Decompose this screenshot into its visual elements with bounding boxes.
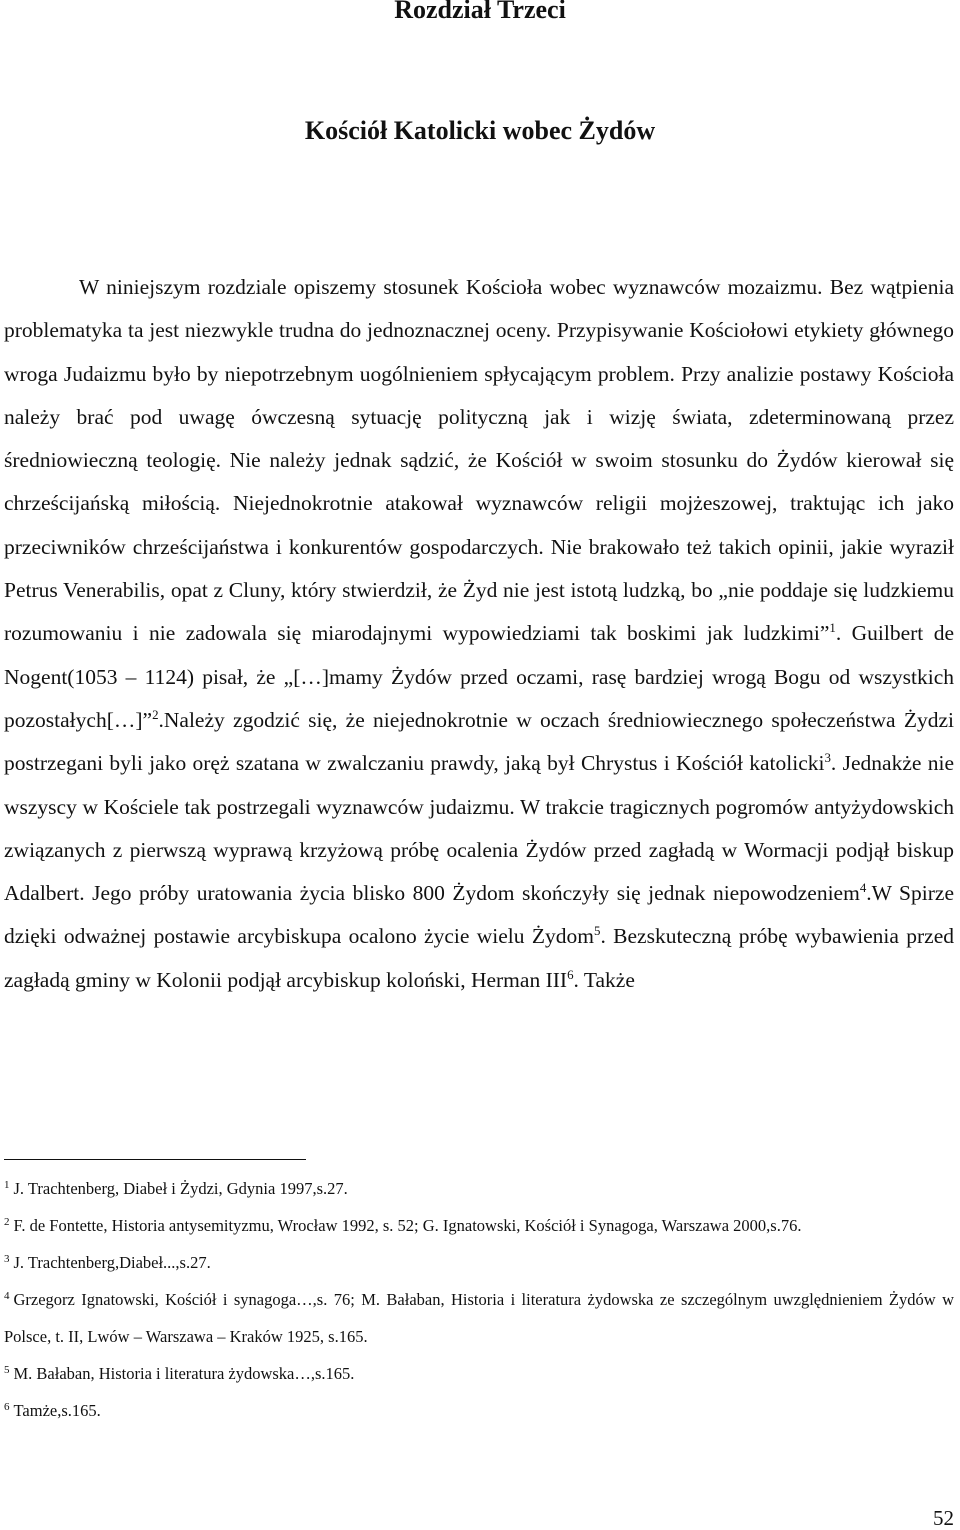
footnote-4 — [4, 1281, 954, 1355]
chapter-heading: Rozdział Trzeci — [394, 0, 566, 24]
footnote-1 — [4, 1170, 954, 1207]
footnote-ref-5[interactable]: 5 — [593, 924, 601, 939]
footnote-text: Tamże,s.165. — [13, 1401, 101, 1420]
footnote-number: 4 — [4, 1290, 10, 1302]
body-text-segment: . Także — [573, 967, 635, 992]
footnote-ref-2[interactable]: 2 — [152, 707, 159, 722]
body-text-segment: . Bezskuteczną próbę wybawienia przed zagładą gminy w Kolonii podjął arcybiskup koloński, Herman III — [4, 924, 954, 992]
section-title: Kościół Katolicki wobec Żydów — [304, 116, 656, 145]
body-text-segment: . Guilbert de Nogent(1053 – 1124) pisał, że „[…]mamy Żydów przed oczami, rasę bardziej wrogą Bogu od wszystkich pozostałych[…]” — [4, 621, 954, 732]
footnote-number: 2 — [4, 1216, 10, 1228]
footnote-2 — [4, 1207, 954, 1244]
footnote-ref-4[interactable]: 4 — [859, 881, 867, 895]
footnote-6 — [4, 1392, 954, 1429]
footnote-ref-1[interactable]: 1 — [829, 621, 836, 636]
body-text-segment: .Należy zgodzić się, że niejednokrotnie w oczach średniowiecznego społeczeństwa Żydzi postrzegani byli jako oręż szatana w zwalczaniu prawdy, jaką był Chrystus i Kościół katolicki — [4, 707, 954, 776]
footnote-5 — [4, 1355, 954, 1392]
body-paragraph — [4, 266, 954, 1002]
body-text-segment: . Jednakże nie wszyscy w Kościele tak postrzegali wyznawców judaizmu. W trakcie tragicznych pogromów antyżydowskich związanych z pierwszą wyprawą krzyżową próbę ocalenia Żydów przed zagładą w Wormacji podjął biskup Adalbert. Jego próby uratowania życia blisko 800 Żydom skończyły się jednak niepowodzeniem — [4, 751, 954, 906]
footnote-text: J. Trachtenberg,Diabeł...,s.27. — [13, 1253, 211, 1272]
footnote-number: 3 — [4, 1253, 10, 1265]
footnote-ref-3[interactable]: 3 — [824, 751, 831, 766]
footnotes-section — [4, 1170, 954, 1429]
footnote-number: 5 — [4, 1364, 10, 1376]
page-number: 52 — [933, 1506, 954, 1530]
footnote-text: Grzegorz Ignatowski, Kościół i synagoga…,s. 76; M. Bałaban, Historia i literatura żydowska ze szczególnym uwzględnieniem Żydów w Polsce, t. II, Lwów – Warszawa – Kraków 1925, s.165. — [4, 1290, 954, 1346]
body-text-segment: W niniejszym rozdziale opiszemy stosunek Kościoła wobec wyznawców mozaizmu. Bez wątpienia problematyka ta jest niezwykle trudna do jednoznacznej oceny. Przypisywanie Kościołowi etykiety głównego wroga Judaizmu było by niepotrzebnym uogólnieniem spłycającym problem. Przy analizie postawy Kościoła należy brać pod uwagę ówczesną sytuację polityczną jak i wizję świata, zdeterminowaną przez średniowieczną teologię. Nie należy jednak sądzić, że Kościół w swoim stosunku do Żydów kierował się chrześcijańską miłością. Niejednokrotnie atakował wyznawców religii mojżeszowej, traktując ich jako przeciwników chrześcijaństwa i konkurentów gospodarczych. Nie brakowało też takich opinii, jakie wyraził Petrus Venerabilis, opat z Cluny, który stwierdził, że Żyd nie jest istotą ludzką, bo „nie poddaje się ludzkiemu rozumowaniu i nie zadowala się miarodajnymi wypowiedziami tak boskimi jak ludzkimi” — [4, 275, 954, 646]
footnote-3 — [4, 1244, 954, 1281]
footnote-text: F. de Fontette, Historia antysemityzmu, Wrocław 1992, s. 52; G. Ignatowski, Kościół i Synagoga, Warszawa 2000,s.76. — [13, 1216, 802, 1235]
footnote-ref-6[interactable]: 6 — [567, 967, 574, 982]
footnote-number: 6 — [4, 1401, 10, 1413]
body-text-segment: .W Spirze dzięki odważnej postawie arcybiskupa ocalono życie wielu Żydom — [4, 881, 954, 949]
footnote-text: J. Trachtenberg, Diabeł i Żydzi, Gdynia 1997,s.27. — [13, 1179, 348, 1198]
footnote-separator — [4, 1159, 306, 1160]
footnote-number: 1 — [4, 1179, 10, 1191]
footnote-text: M. Bałaban, Historia i literatura żydowska…,s.165. — [13, 1364, 355, 1383]
